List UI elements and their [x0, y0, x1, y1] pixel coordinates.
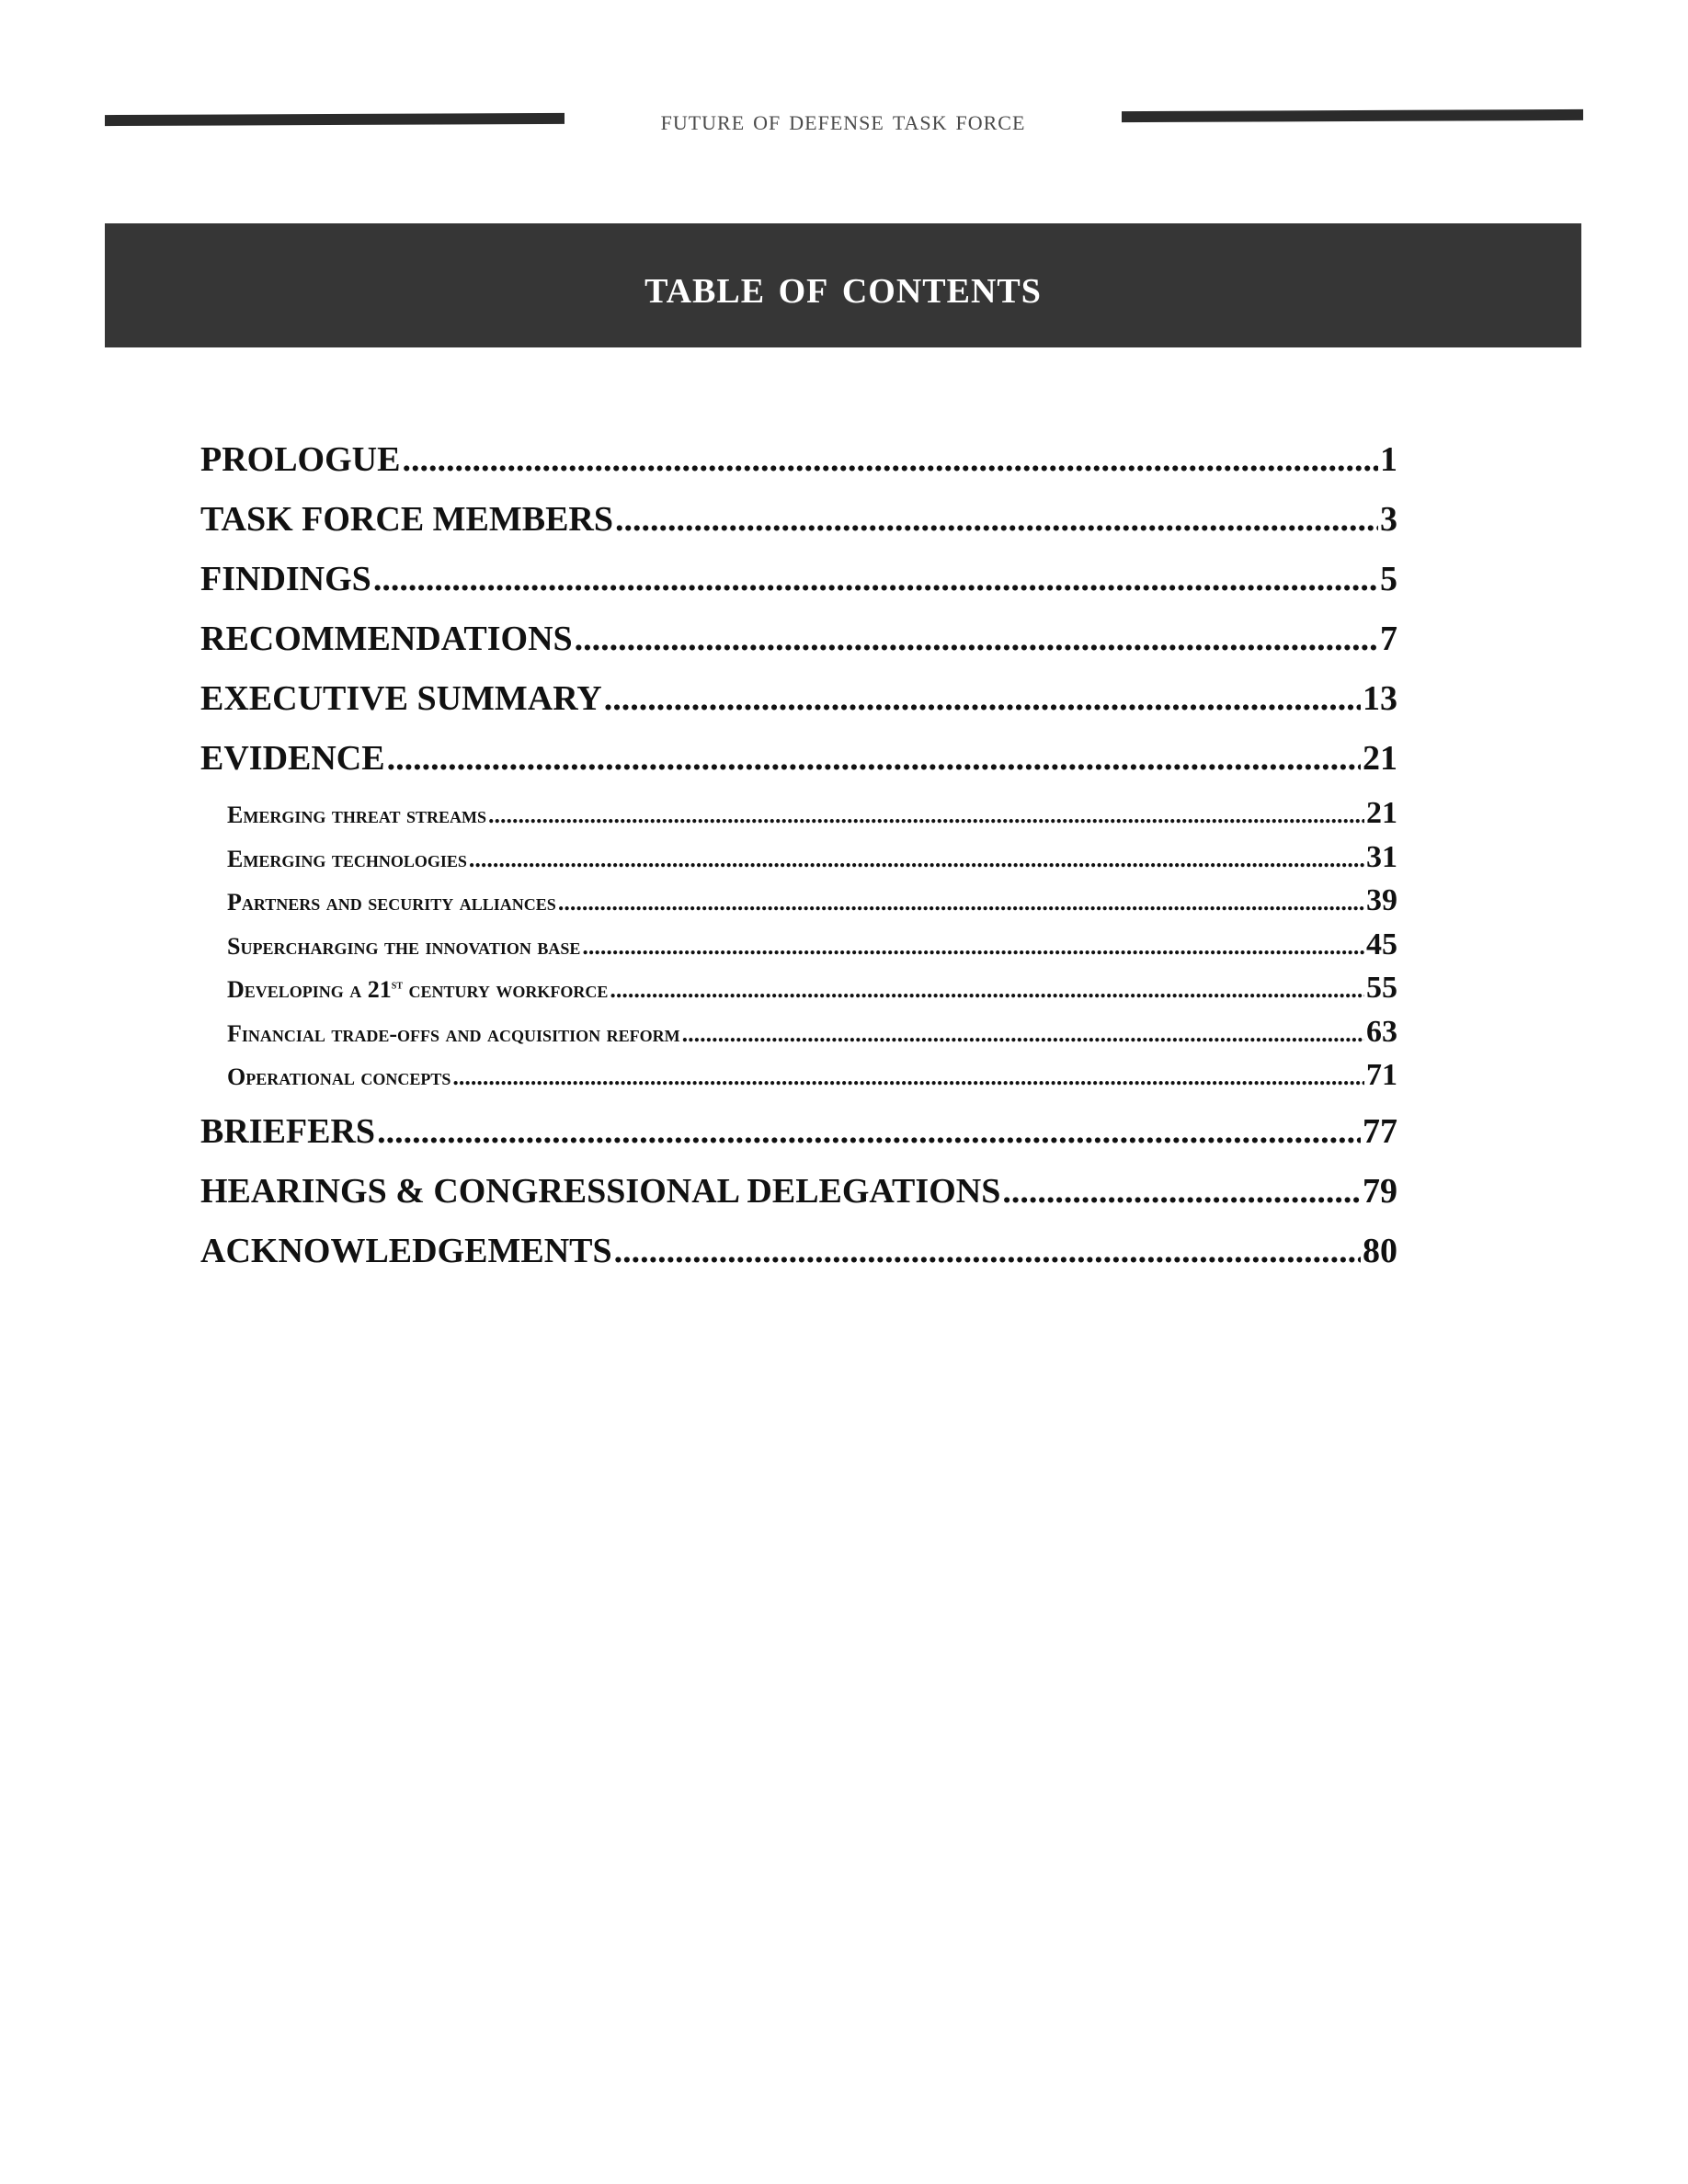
toc-entry-task-force-members[interactable] — [200, 490, 1397, 550]
toc-entry-page: 3 — [1380, 500, 1397, 539]
toc-subentry-label: Partners and security alliances — [227, 889, 556, 916]
toc-entry-recommendations[interactable] — [200, 609, 1397, 669]
toc-entry-page: 7 — [1380, 620, 1397, 658]
toc-entry-executive-summary[interactable] — [200, 669, 1397, 729]
toc-subentry-financial[interactable] — [200, 1010, 1397, 1054]
toc-subentry-innovation-base[interactable] — [200, 923, 1397, 967]
toc-subentry-page: 71 — [1366, 1058, 1397, 1092]
toc-entry-page: 13 — [1363, 679, 1397, 718]
toc-subentry-label — [227, 968, 608, 1012]
toc-entry-prologue[interactable] — [200, 430, 1397, 490]
toc-subentry-label: Operational concepts — [227, 1064, 451, 1090]
dot-leader — [1002, 1162, 1361, 1222]
dot-leader — [610, 968, 1364, 1012]
toc-entry-label: ACKNOWLEDGEMENTS — [200, 1231, 612, 1270]
header-title: future of defense task force — [660, 103, 1026, 136]
table-of-contents — [200, 430, 1397, 1281]
header-rule-left — [105, 113, 565, 126]
dot-leader — [387, 729, 1361, 789]
toc-subentry-page: 63 — [1366, 1014, 1397, 1049]
toc-subentry-label: Financial trade-offs and acquisition reform — [227, 1019, 680, 1047]
toc-entry-briefers[interactable] — [200, 1102, 1397, 1162]
toc-banner — [105, 223, 1581, 347]
toc-entry-evidence[interactable] — [200, 729, 1397, 789]
toc-subentry-workforce[interactable] — [200, 966, 1397, 1010]
dot-leader — [373, 550, 1378, 609]
toc-subentry-page: 45 — [1366, 927, 1397, 961]
toc-subentry-label: Supercharging the innovation base — [227, 932, 581, 960]
toc-entry-page: 79 — [1363, 1171, 1397, 1211]
dot-leader — [582, 925, 1364, 969]
toc-subentry-label: Emerging threat streams — [227, 802, 487, 828]
toc-subentry-page: 55 — [1366, 971, 1397, 1005]
toc-entry-label: PROLOGUE — [200, 440, 401, 479]
dot-leader — [615, 490, 1378, 550]
dot-leader — [575, 609, 1378, 669]
toc-entry-label: HEARINGS & CONGRESSIONAL DELEGATIONS — [200, 1171, 1001, 1211]
toc-subentry-technologies[interactable] — [200, 836, 1397, 880]
toc-subentry-threat-streams[interactable] — [200, 791, 1397, 836]
toc-subentry-operational[interactable] — [200, 1053, 1397, 1098]
dot-leader — [469, 837, 1364, 882]
toc-subentry-page: 39 — [1366, 883, 1397, 917]
dot-leader — [682, 1012, 1364, 1056]
label-part: century workforce — [403, 976, 609, 1003]
running-header — [105, 99, 1583, 140]
dot-leader — [377, 1102, 1361, 1162]
toc-subentry-label: Emerging technologies — [227, 845, 467, 872]
dot-leader — [614, 1222, 1361, 1281]
label-part: Developing a 21 — [227, 976, 392, 1003]
toc-subentry-partners[interactable] — [200, 879, 1397, 923]
toc-entry-label: EVIDENCE — [200, 739, 385, 778]
header-rule-right — [1122, 109, 1583, 122]
toc-entry-page: 80 — [1363, 1231, 1397, 1270]
toc-entry-label: TASK FORCE MEMBERS — [200, 500, 614, 539]
toc-entry-hearings[interactable] — [200, 1162, 1397, 1222]
toc-entry-acknowledgements[interactable] — [200, 1222, 1397, 1281]
toc-entry-page: 21 — [1363, 739, 1397, 778]
dot-leader — [558, 881, 1364, 925]
toc-entry-page: 77 — [1363, 1111, 1397, 1151]
dot-leader — [402, 430, 1378, 490]
toc-entry-label: EXECUTIVE SUMMARY — [200, 679, 602, 718]
toc-entry-page: 1 — [1380, 440, 1397, 479]
toc-entry-label: BRIEFERS — [200, 1111, 376, 1151]
toc-heading: table of contents — [644, 257, 1042, 313]
dot-leader — [488, 793, 1364, 837]
ordinal-suffix: st — [391, 978, 404, 993]
toc-subentry-page: 21 — [1366, 796, 1397, 830]
toc-entry-label: RECOMMENDATIONS — [200, 620, 573, 658]
toc-entry-page: 5 — [1380, 560, 1397, 598]
dot-leader — [604, 669, 1361, 729]
toc-entry-findings[interactable] — [200, 550, 1397, 609]
toc-entry-label: FINDINGS — [200, 560, 371, 598]
dot-leader — [452, 1055, 1364, 1099]
toc-subentry-page: 31 — [1366, 839, 1397, 874]
